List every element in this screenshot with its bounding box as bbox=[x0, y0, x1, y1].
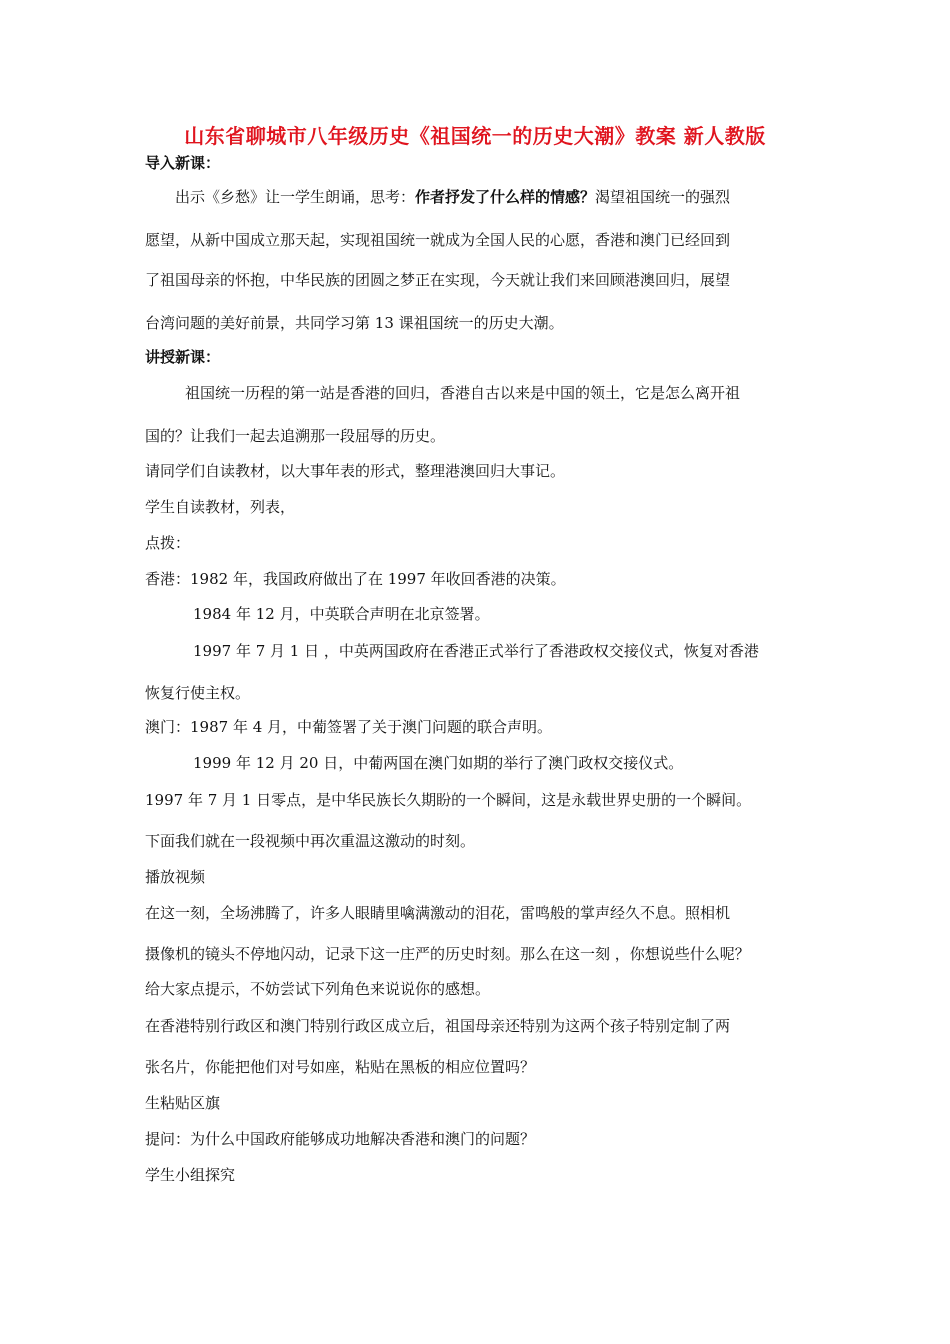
section-heading-teach: 讲授新课： bbox=[145, 348, 221, 366]
body-paragraph: 下面我们就在一段视频中再次重温这激动的时刻。 bbox=[145, 832, 476, 850]
body-paragraph: 点拨： bbox=[145, 534, 191, 552]
intro-line-1-post: 渴望祖国统一的强烈 bbox=[595, 188, 731, 206]
hongkong-timeline-3-cont: 恢复行使主权。 bbox=[145, 684, 251, 702]
intro-line-1 bbox=[175, 186, 730, 208]
body-paragraph: 学生小组探究 bbox=[145, 1166, 236, 1184]
intro-line-3: 了祖国母亲的怀抱，中华民族的团圆之梦正在实现，今天就让我们来回顾港澳回归，展望 bbox=[145, 271, 731, 289]
body-paragraph: 请同学们自读教材，以大事年表的形式，整理港澳回归大事记。 bbox=[145, 462, 566, 480]
body-paragraph: 生粘贴区旗 bbox=[145, 1094, 221, 1112]
document-title: 山东省聊城市八年级历史《祖国统一的历史大潮》教案 新人教版 bbox=[184, 124, 766, 148]
body-paragraph: 1997 年 7 月 1 日零点，是中华民族长久期盼的一个瞬间，这是永载世界史册的一个瞬间。 bbox=[145, 791, 752, 809]
body-paragraph: 提问：为什么中国政府能够成功地解决香港和澳门的问题？ bbox=[145, 1130, 536, 1148]
body-p1-line-2: 国的？让我们一起去追溯那一段屈辱的历史。 bbox=[145, 427, 446, 445]
body-p8-line-2: 摄像机的镜头不停地闪动，记录下这一庄严的历史时刻。那么在这一刻 ，你想说些什么呢？ bbox=[145, 945, 750, 963]
intro-line-1-pre: 出示《乡愁》让一学生朗诵，思考： bbox=[175, 188, 416, 206]
macau-timeline-2: 1999 年 12 月 20 日，中葡两国在澳门如期的举行了澳门政权交接仪式。 bbox=[193, 754, 684, 772]
macau-timeline-1: 澳门：1987 年 4 月，中葡签署了关于澳门问题的联合声明。 bbox=[145, 718, 553, 736]
intro-question: 作者抒发了什么样的情感？ bbox=[415, 188, 596, 206]
body-paragraph: 学生自读教材，列表， bbox=[145, 498, 296, 516]
intro-line-2: 愿望，从新中国成立那天起，实现祖国统一就成为全国人民的心愿，香港和澳门已经回到 bbox=[145, 231, 731, 249]
body-paragraph: 播放视频 bbox=[145, 868, 206, 886]
body-p8-line-1: 在这一刻，全场沸腾了，许多人眼睛里噙满激动的泪花，雷鸣般的掌声经久不息。照相机 bbox=[145, 904, 731, 922]
section-heading-intro: 导入新课： bbox=[145, 154, 221, 172]
body-p10-line-1: 在香港特别行政区和澳门特别行政区成立后，祖国母亲还特别为这两个孩子特别定制了两 bbox=[145, 1017, 731, 1035]
body-p10-line-2: 张名片，你能把他们对号如座，粘贴在黑板的相应位置吗？ bbox=[145, 1058, 536, 1076]
hongkong-timeline-3: 1997 年 7 月 1 日 ，中英两国政府在香港正式举行了香港政权交接仪式，恢复对香港 bbox=[193, 642, 759, 660]
hongkong-timeline-2: 1984 年 12 月，中英联合声明在北京签署。 bbox=[193, 605, 490, 623]
hongkong-timeline-1: 香港：1982 年，我国政府做出了在 1997 年收回香港的决策。 bbox=[145, 570, 566, 588]
body-paragraph: 给大家点提示，不妨尝试下列角色来说说你的感想。 bbox=[145, 980, 491, 998]
intro-line-4: 台湾问题的美好前景，共同学习第 13 课祖国统一的历史大潮。 bbox=[145, 314, 564, 332]
body-p1-line-1: 祖国统一历程的第一站是香港的回归，香港自古以来是中国的领土，它是怎么离开祖 bbox=[185, 384, 741, 402]
